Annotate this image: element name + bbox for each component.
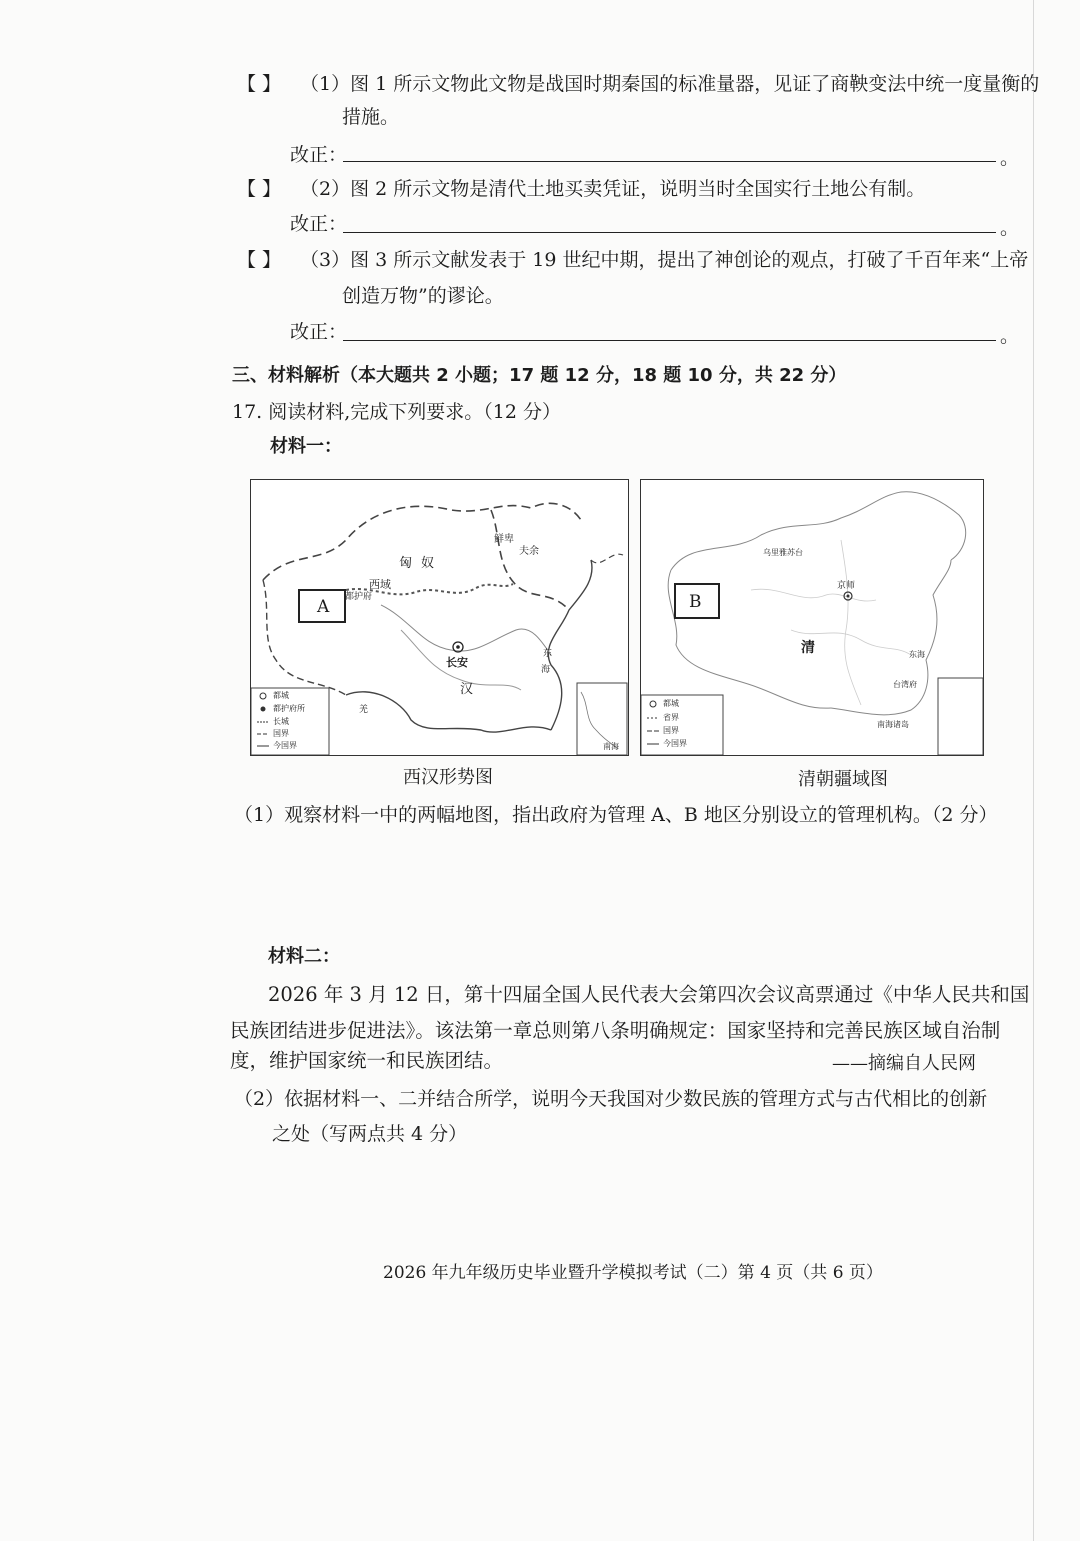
period: 。	[1000, 325, 1020, 347]
q17-sub2-line1: （2）依据材料一、二并结合所学，说明今天我国对少数民族的管理方式与古代相比的创新	[234, 1088, 988, 1110]
correction-answer-line[interactable]	[343, 232, 996, 233]
correction-answer-line[interactable]	[343, 161, 996, 162]
sub1-answer-area[interactable]	[236, 830, 996, 940]
period: 。	[1000, 217, 1020, 239]
correction-answer-line[interactable]	[343, 340, 996, 341]
material2-text-line1: 2026 年 3 月 12 日，第十四届全国人民代表大会第四次会议高票通过《中华人民共和国	[268, 983, 1030, 1006]
page-edge-line	[1033, 0, 1034, 1541]
region-a-label: A	[317, 597, 330, 617]
changan-label: 长安	[446, 656, 468, 669]
western-han-map	[250, 479, 629, 756]
donghai-label: 东海	[909, 650, 925, 659]
material2-text-line3: 度，维护国家统一和民族团结。	[230, 1049, 504, 1072]
legend-item: 国界	[273, 729, 289, 738]
qing-label: 清	[801, 640, 815, 656]
material1-label: 材料一：	[270, 436, 342, 457]
q17-sub2-line2: 之处（写两点共 4 分）	[272, 1123, 468, 1145]
q16-item3-line1: （3）图 3 所示文献发表于 19 世纪中期，提出了神创论的观点，打破了千百年来“上帝	[300, 249, 1029, 271]
legend-item: 长城	[273, 717, 289, 726]
xiyu-label: 西域	[369, 578, 391, 591]
material2-source: ——摘编自人民网	[832, 1053, 976, 1074]
correction-label: 改正：	[290, 213, 348, 235]
map1-caption: 西汉形势图	[403, 767, 493, 788]
answer-bracket[interactable]: 【 】	[237, 73, 282, 95]
legend-item: 都护府所	[273, 704, 305, 713]
jingshi-label: 京师	[837, 581, 856, 591]
q17-sub1: （1）观察材料一中的两幅地图，指出政府为管理 A、B 地区分别设立的管理机构。（2 分）	[234, 804, 998, 826]
xiongnu-label: 匈奴	[399, 556, 444, 571]
xianbei-label: 鲜卑	[494, 534, 514, 545]
legend-item: 都城	[273, 691, 289, 700]
sub2-answer-area[interactable]	[236, 1150, 996, 1245]
material2-text-line2: 民族团结进步促进法》。该法第一章总则第八条明确规定：国家坚持和完善民族区域自治制	[230, 1019, 1001, 1042]
q16-item2-line1: （2）图 2 所示文物是清代土地买卖凭证，说明当时全国实行土地公有制。	[300, 178, 926, 200]
duhufu-label: 都护府	[345, 592, 373, 602]
qiang-label: 羌	[359, 705, 369, 715]
uliastai-label: 乌里雅苏台	[763, 548, 803, 557]
inset-nanhai-label: 南海	[603, 742, 619, 751]
qing-territory-map	[640, 479, 984, 756]
page-footer: 2026 年九年级历史毕业暨升学模拟考试（二）第 4 页（共 6 页）	[383, 1263, 883, 1283]
correction-label: 改正：	[290, 144, 348, 166]
legend-item: 都城	[663, 699, 679, 708]
fuyu-label: 夫余	[519, 546, 539, 557]
legend-item: 今国界	[663, 739, 687, 748]
q16-item3-line2: 创造万物”的谬论。	[342, 285, 504, 307]
q17-stem: 17. 阅读材料,完成下列要求。（12 分）	[232, 401, 562, 423]
region-b-label: B	[689, 592, 702, 612]
legend-item: 今国界	[273, 741, 297, 750]
answer-bracket[interactable]: 【 】	[237, 249, 282, 271]
nanhai-label: 南海诸岛	[877, 720, 909, 729]
section-heading: 三、材料解析（本大题共 2 小题；17 题 12 分，18 题 10 分，共 22 分）	[232, 365, 847, 386]
correction-label: 改正：	[290, 321, 348, 343]
map2-caption: 清朝疆域图	[798, 769, 888, 790]
material2-label: 材料二：	[268, 946, 340, 967]
q16-item1-line1: （1）图 1 所示文物此文物是战国时期秦国的标准量器，见证了商鞅变法中统一度量衡的	[300, 73, 1040, 95]
legend-item: 国界	[663, 726, 679, 735]
legend-item: 省界	[663, 713, 679, 722]
dong-label: 东	[543, 649, 553, 659]
q16-item1-line2: 措施。	[342, 106, 400, 128]
period: 。	[1000, 147, 1020, 169]
han-label: 汉	[460, 682, 474, 697]
answer-bracket[interactable]: 【 】	[237, 178, 282, 200]
hai-label: 海	[541, 665, 551, 675]
taiwan-label: 台湾府	[893, 680, 917, 689]
